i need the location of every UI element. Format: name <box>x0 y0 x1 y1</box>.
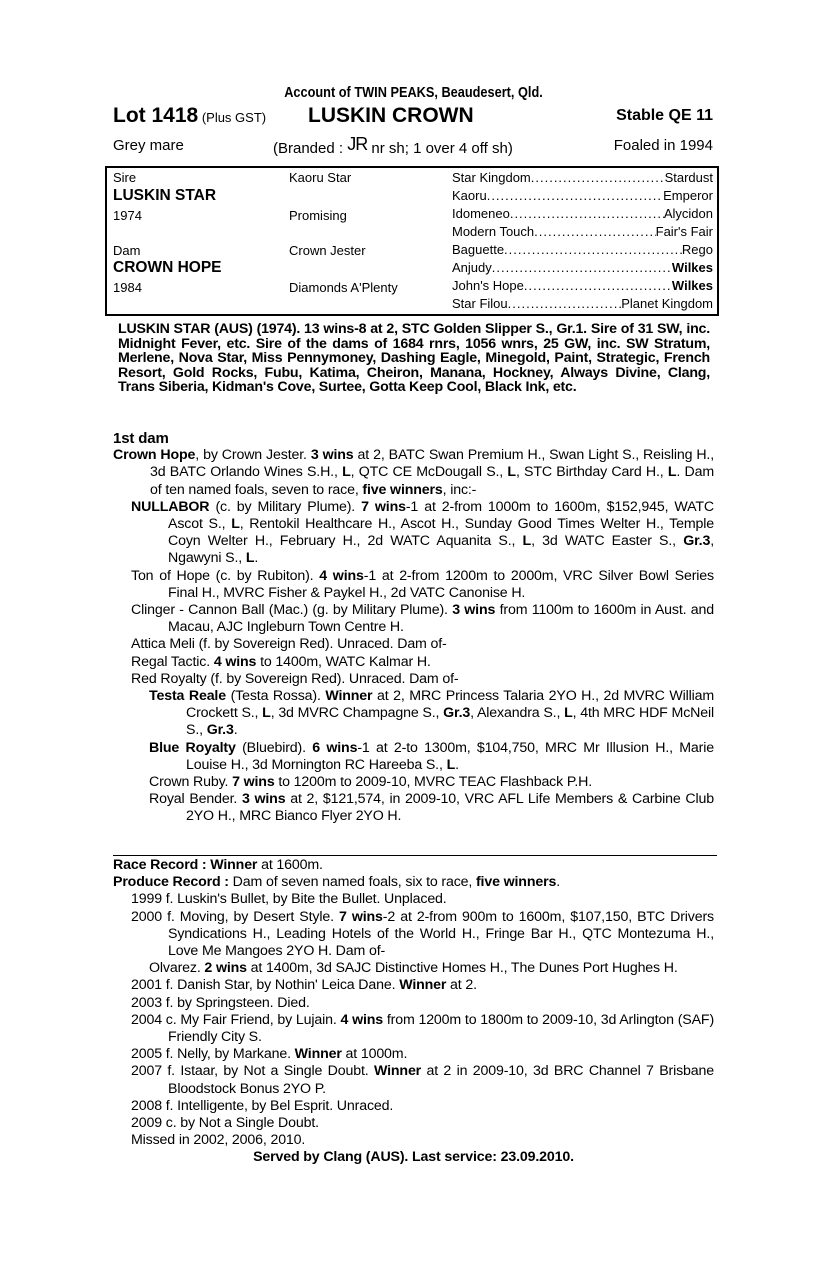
dam-year: 1984 <box>113 280 142 295</box>
bold-text: 4 wins <box>319 567 364 584</box>
leader-dots <box>531 170 665 185</box>
text: 2007 f. Istaar, by Not a Single Doubt. <box>131 1063 374 1080</box>
horse-name: LUSKIN CROWN <box>308 104 474 127</box>
sire-year: 1974 <box>113 208 142 223</box>
bold-text: Produce Record : <box>113 874 229 891</box>
text: Missed in 2002, 2006, 2010. <box>131 1132 306 1149</box>
text: 2001 f. Danish Star, by Nothin' Leica Dane. <box>131 977 400 994</box>
sire-summary: LUSKIN STAR (AUS) (1974). 13 wins-8 at 2, STC Golden Slipper S., Gr.1. Sire of 31 SW, inc. Midnight Fever, etc. Sire of the dams of 1684 rnrs, 1056 wnrs, 25 GW, inc. SW Stratum, Merlene, Nova Star, Miss Pennymoney, Dashing Eagle, Minegold, Paint, Strategic, French Resort, Gold Rocks, Fubu, Katima, Cheiron, Manana, Hockney, Always Divine, Clang, Trans Siberia, Kidman's Cove, Surtee, Gotta Keep Cool, Black Ink, etc. <box>118 321 710 395</box>
leader-dots <box>510 206 664 221</box>
bold-text: five winners <box>362 481 443 498</box>
text: 2004 c. My Fair Friend, by Lujain. <box>131 1011 341 1028</box>
ancestor-sire: Rego <box>681 242 713 257</box>
leader-dots <box>508 296 622 311</box>
text: at 2 in 2009-10, 3d BRC Channel 7 Brisbane Bloodstock Bonus 2YO P. <box>168 1063 714 1097</box>
pedigree-entry <box>113 874 714 891</box>
lot-header <box>113 104 713 130</box>
text: Dam of seven named foals, six to race, <box>228 874 476 891</box>
text: , Alexandra S., <box>470 705 565 722</box>
horse-details <box>113 134 713 157</box>
sire-name: LUSKIN STAR <box>113 187 217 204</box>
bold-text: L <box>507 464 516 481</box>
bold-text: 3 wins <box>452 602 496 619</box>
vendor-account: Account of TWIN PEAKS, Beaudesert, Qld. <box>284 84 543 101</box>
text: , Ngawyni S., <box>168 533 714 567</box>
text: . <box>254 550 259 567</box>
pedigree-entry <box>113 977 714 994</box>
text: , STC Birthday Card H., <box>515 464 668 481</box>
text: (Testa Rossa). <box>225 688 326 705</box>
pedigree-entry <box>113 774 714 791</box>
bold-text: five winners <box>475 874 557 891</box>
bold-text: L <box>342 464 351 481</box>
bold-text: Gr.3 <box>683 533 711 550</box>
pedigree-entry <box>113 447 714 499</box>
granddam: Promising <box>289 208 347 223</box>
horse-description: Grey mare <box>113 137 184 154</box>
text: . <box>455 756 459 773</box>
text: , Rentokil Healthcare H., Ascot H., Sunday Good Times Welter H., Temple Coyn Welter H., February H., 2d WATC Aquanita S., <box>168 516 714 550</box>
brand-mark: JR <box>347 134 368 154</box>
pedigree-entry <box>113 791 714 825</box>
pedigree-ancestor-row <box>452 278 713 293</box>
ancestor-name: Star Kingdom <box>452 170 531 185</box>
divider <box>113 855 717 856</box>
grandsire: Kaoru Star <box>289 170 352 185</box>
bold-text: Winner <box>325 688 373 705</box>
text: -1 at 2-to 1300m, $104,750, MRC Mr Illusion H., Marie Louise H., 3d Mornington RC Hareeba S., <box>186 739 714 773</box>
ancestor-sire: Fair's Fair <box>655 224 713 239</box>
pedigree-ancestor-row <box>452 206 713 221</box>
bold-text: L <box>245 550 255 567</box>
ancestor-sire: Wilkes <box>671 278 713 293</box>
stable-location: Stable QE 11 <box>616 107 713 124</box>
ancestor-sire: Alycidon <box>663 206 713 221</box>
text: Royal Bender. <box>149 791 242 808</box>
text: to 1200m to 2009-10, MVRC TEAC Flashback P.H. <box>274 774 593 791</box>
text: at 2, BATC Swan Premium H., Swan Light S., Reisling H., 3d BATC Orlando Wines S.H., <box>150 447 715 481</box>
text: (c. by Military Plume). <box>209 498 362 515</box>
text: 2009 c. by Not a Single Doubt. <box>131 1115 319 1132</box>
text: , 4th MRC HDF McNeil S., <box>186 705 714 739</box>
bold-text: L <box>446 756 456 773</box>
bold-text: NULLABOR <box>131 498 210 515</box>
pedigree-entry <box>113 602 714 636</box>
bold-text: 2 wins <box>204 960 247 977</box>
ancestor-name: Idomeneo <box>452 206 510 221</box>
leader-dots <box>492 260 672 275</box>
bold-text: L <box>667 464 677 481</box>
ancestor-sire: Stardust <box>664 170 713 185</box>
pedigree-entry <box>113 995 714 1012</box>
bold-text: L <box>522 533 532 550</box>
pedigree-entry <box>113 891 714 908</box>
first-dam-section <box>113 430 714 826</box>
text: at 2. <box>446 977 477 994</box>
bold-text: Testa Reale <box>149 688 226 705</box>
pedigree-entry <box>113 1115 714 1132</box>
pedigree-ancestor-row <box>452 242 713 257</box>
text: -1 at 2-from 1000m to 1600m, $152,945, WATC Ascot S., <box>168 498 714 533</box>
text: 1999 f. Luskin's Bullet, by Bite the Bullet. Unplaced. <box>131 891 447 908</box>
pedigree-entry <box>113 636 714 653</box>
text: Olvarez. <box>149 960 205 977</box>
service-note: Served by Clang (AUS). Last service: 23.09.2010. <box>253 1149 574 1166</box>
pedigree-entry <box>113 1012 714 1046</box>
leader-dots <box>487 188 663 203</box>
bold-text: 7 wins <box>361 498 406 515</box>
bold-text: 7 wins <box>338 908 383 925</box>
section-heading: 1st dam <box>113 430 169 447</box>
ancestor-name: Anjudy <box>452 260 492 275</box>
text: 2005 f. Nelly, by Markane. <box>131 1046 295 1063</box>
bold-text: Race Record : Winner <box>113 857 258 873</box>
pedigree-ancestor-row <box>452 296 713 311</box>
brand-info <box>273 134 513 158</box>
gst-note: (Plus GST) <box>198 110 267 125</box>
bold-text: Winner <box>399 977 447 994</box>
ancestor-sire: Emperor <box>663 188 713 203</box>
records-section <box>113 857 714 1167</box>
text: , by Crown Jester. <box>195 447 311 464</box>
bold-text: 7 wins <box>232 774 275 791</box>
leader-dots <box>504 242 682 257</box>
brand-prefix: (Branded : <box>273 140 348 157</box>
pedigree-ancestor-row <box>452 188 713 203</box>
pedigree-entry <box>113 654 714 671</box>
pedigree-ancestor-row <box>452 224 713 239</box>
grandsire: Crown Jester <box>289 243 366 258</box>
text: , QTC CE McDougall S., <box>350 464 508 481</box>
pedigree-entry <box>113 857 714 874</box>
text: 2000 f. Moving, by Desert Style. <box>131 908 339 925</box>
ancestor-name: Star Filou <box>452 296 508 311</box>
text: from 1100m to 1600m in Aust. and Macau, AJC Ingleburn Town Centre H. <box>168 602 715 636</box>
leader-dots <box>534 224 655 239</box>
dam-name: CROWN HOPE <box>113 259 222 276</box>
pedigree-ancestor-row <box>452 260 713 275</box>
text: 2003 f. by Springsteen. Died. <box>131 994 310 1011</box>
bold-text: Blue Royalty <box>149 739 236 756</box>
pedigree-entry <box>113 1132 714 1149</box>
ancestor-sire: Planet Kingdom <box>621 296 713 311</box>
pedigree-entry <box>113 1046 714 1063</box>
sire-label: Sire <box>113 170 137 185</box>
text: at 1000m. <box>341 1046 408 1063</box>
dam-label: Dam <box>113 243 141 258</box>
text: , 3d WATC Easter S., <box>531 533 684 550</box>
bold-text: 3 wins <box>310 447 354 464</box>
bold-text: 3 wins <box>241 791 286 808</box>
text: at 2, $121,574, in 2009-10, VRC AFL Life Members & Carbine Club 2YO H., MRC Bianco Flyer 2YO H. <box>186 791 714 825</box>
ancestor-name: John's Hope <box>452 278 524 293</box>
pedigree-entry <box>113 568 714 602</box>
lot-label: Lot 1418 <box>113 104 199 127</box>
bold-text: Crown Hope <box>113 447 196 464</box>
bold-text: L <box>231 516 240 533</box>
pedigree-entry <box>113 740 714 774</box>
text: Red Royalty (f. by Sovereign Red). Unraced. Dam of- <box>131 670 459 687</box>
brand-suffix: nr sh; 1 over 4 off sh) <box>367 140 513 157</box>
bold-text: Gr.3 <box>206 722 234 739</box>
text: . <box>233 722 238 739</box>
ancestor-name: Baguette <box>452 242 505 257</box>
text: at 2, MRC Princess Talaria 2YO H., 2d MVRC William Crockett S., <box>186 688 714 722</box>
bold-text: L <box>262 705 271 722</box>
bold-text: 6 wins <box>312 739 358 756</box>
pedigree-entry <box>113 671 714 688</box>
bold-text: L <box>564 705 573 722</box>
text: at 1600m. <box>257 857 323 873</box>
lot-number <box>113 104 266 128</box>
ancestor-name: Modern Touch <box>452 224 535 239</box>
text: , inc:- <box>442 481 477 498</box>
pedigree-entry <box>113 909 714 961</box>
ancestor-sire: Wilkes <box>671 260 713 275</box>
text: . <box>556 874 560 891</box>
bold-text: Winner <box>294 1046 342 1063</box>
text: Clinger - Cannon Ball (Mac.) (g. by Military Plume). <box>131 602 453 619</box>
bold-text: Gr.3 <box>443 705 471 722</box>
text: Ton of Hope (c. by Rubiton). <box>131 567 320 584</box>
leader-dots <box>524 278 672 293</box>
text: . Dam of ten named foals, seven to race, <box>150 464 714 498</box>
pedigree-entry <box>113 688 714 740</box>
text: from 1200m to 1800m to 2009-10, 3d Arlington (SAF) Friendly City S. <box>168 1011 715 1046</box>
bold-text: 4 wins <box>213 653 257 670</box>
text: Regal Tactic. <box>131 653 214 670</box>
foaled-year: Foaled in 1994 <box>613 137 713 154</box>
text: (Bluebird). <box>235 739 313 756</box>
pedigree-entry <box>113 960 714 977</box>
bold-text: Winner <box>374 1063 422 1080</box>
text: Crown Ruby. <box>149 774 233 791</box>
ancestor-name: Kaoru <box>452 188 487 203</box>
text: -2 at 2-from 900m to 1600m, $107,150, BTC Drivers Syndications H., Leading Hotels of the World H., Fringe Bar H., QTC Montezuma H., Love Me Mangoes 2YO H. Dam of- <box>168 908 715 960</box>
pedigree-ancestor-row <box>452 170 713 185</box>
text: to 1400m, WATC Kalmar H. <box>256 653 431 670</box>
text: , 3d MVRC Champagne S., <box>270 705 444 722</box>
pedigree-table <box>105 166 719 316</box>
bold-text: 4 wins <box>340 1011 384 1028</box>
pedigree-entry <box>113 499 714 568</box>
pedigree-entry <box>113 1098 714 1115</box>
text: Attica Meli (f. by Sovereign Red). Unraced. Dam of- <box>131 636 447 653</box>
granddam: Diamonds A'Plenty <box>289 280 398 295</box>
text: at 1400m, 3d SAJC Distinctive Homes H., The Dunes Port Hughes H. <box>246 960 678 977</box>
pedigree-entry <box>113 1063 714 1097</box>
text: 2008 f. Intelligente, by Bel Esprit. Unraced. <box>131 1097 394 1114</box>
text: -1 at 2-from 1200m to 2000m, VRC Silver Bowl Series Final H., MVRC Fisher & Paykel H., 2d VATC Canonise H. <box>168 567 714 601</box>
